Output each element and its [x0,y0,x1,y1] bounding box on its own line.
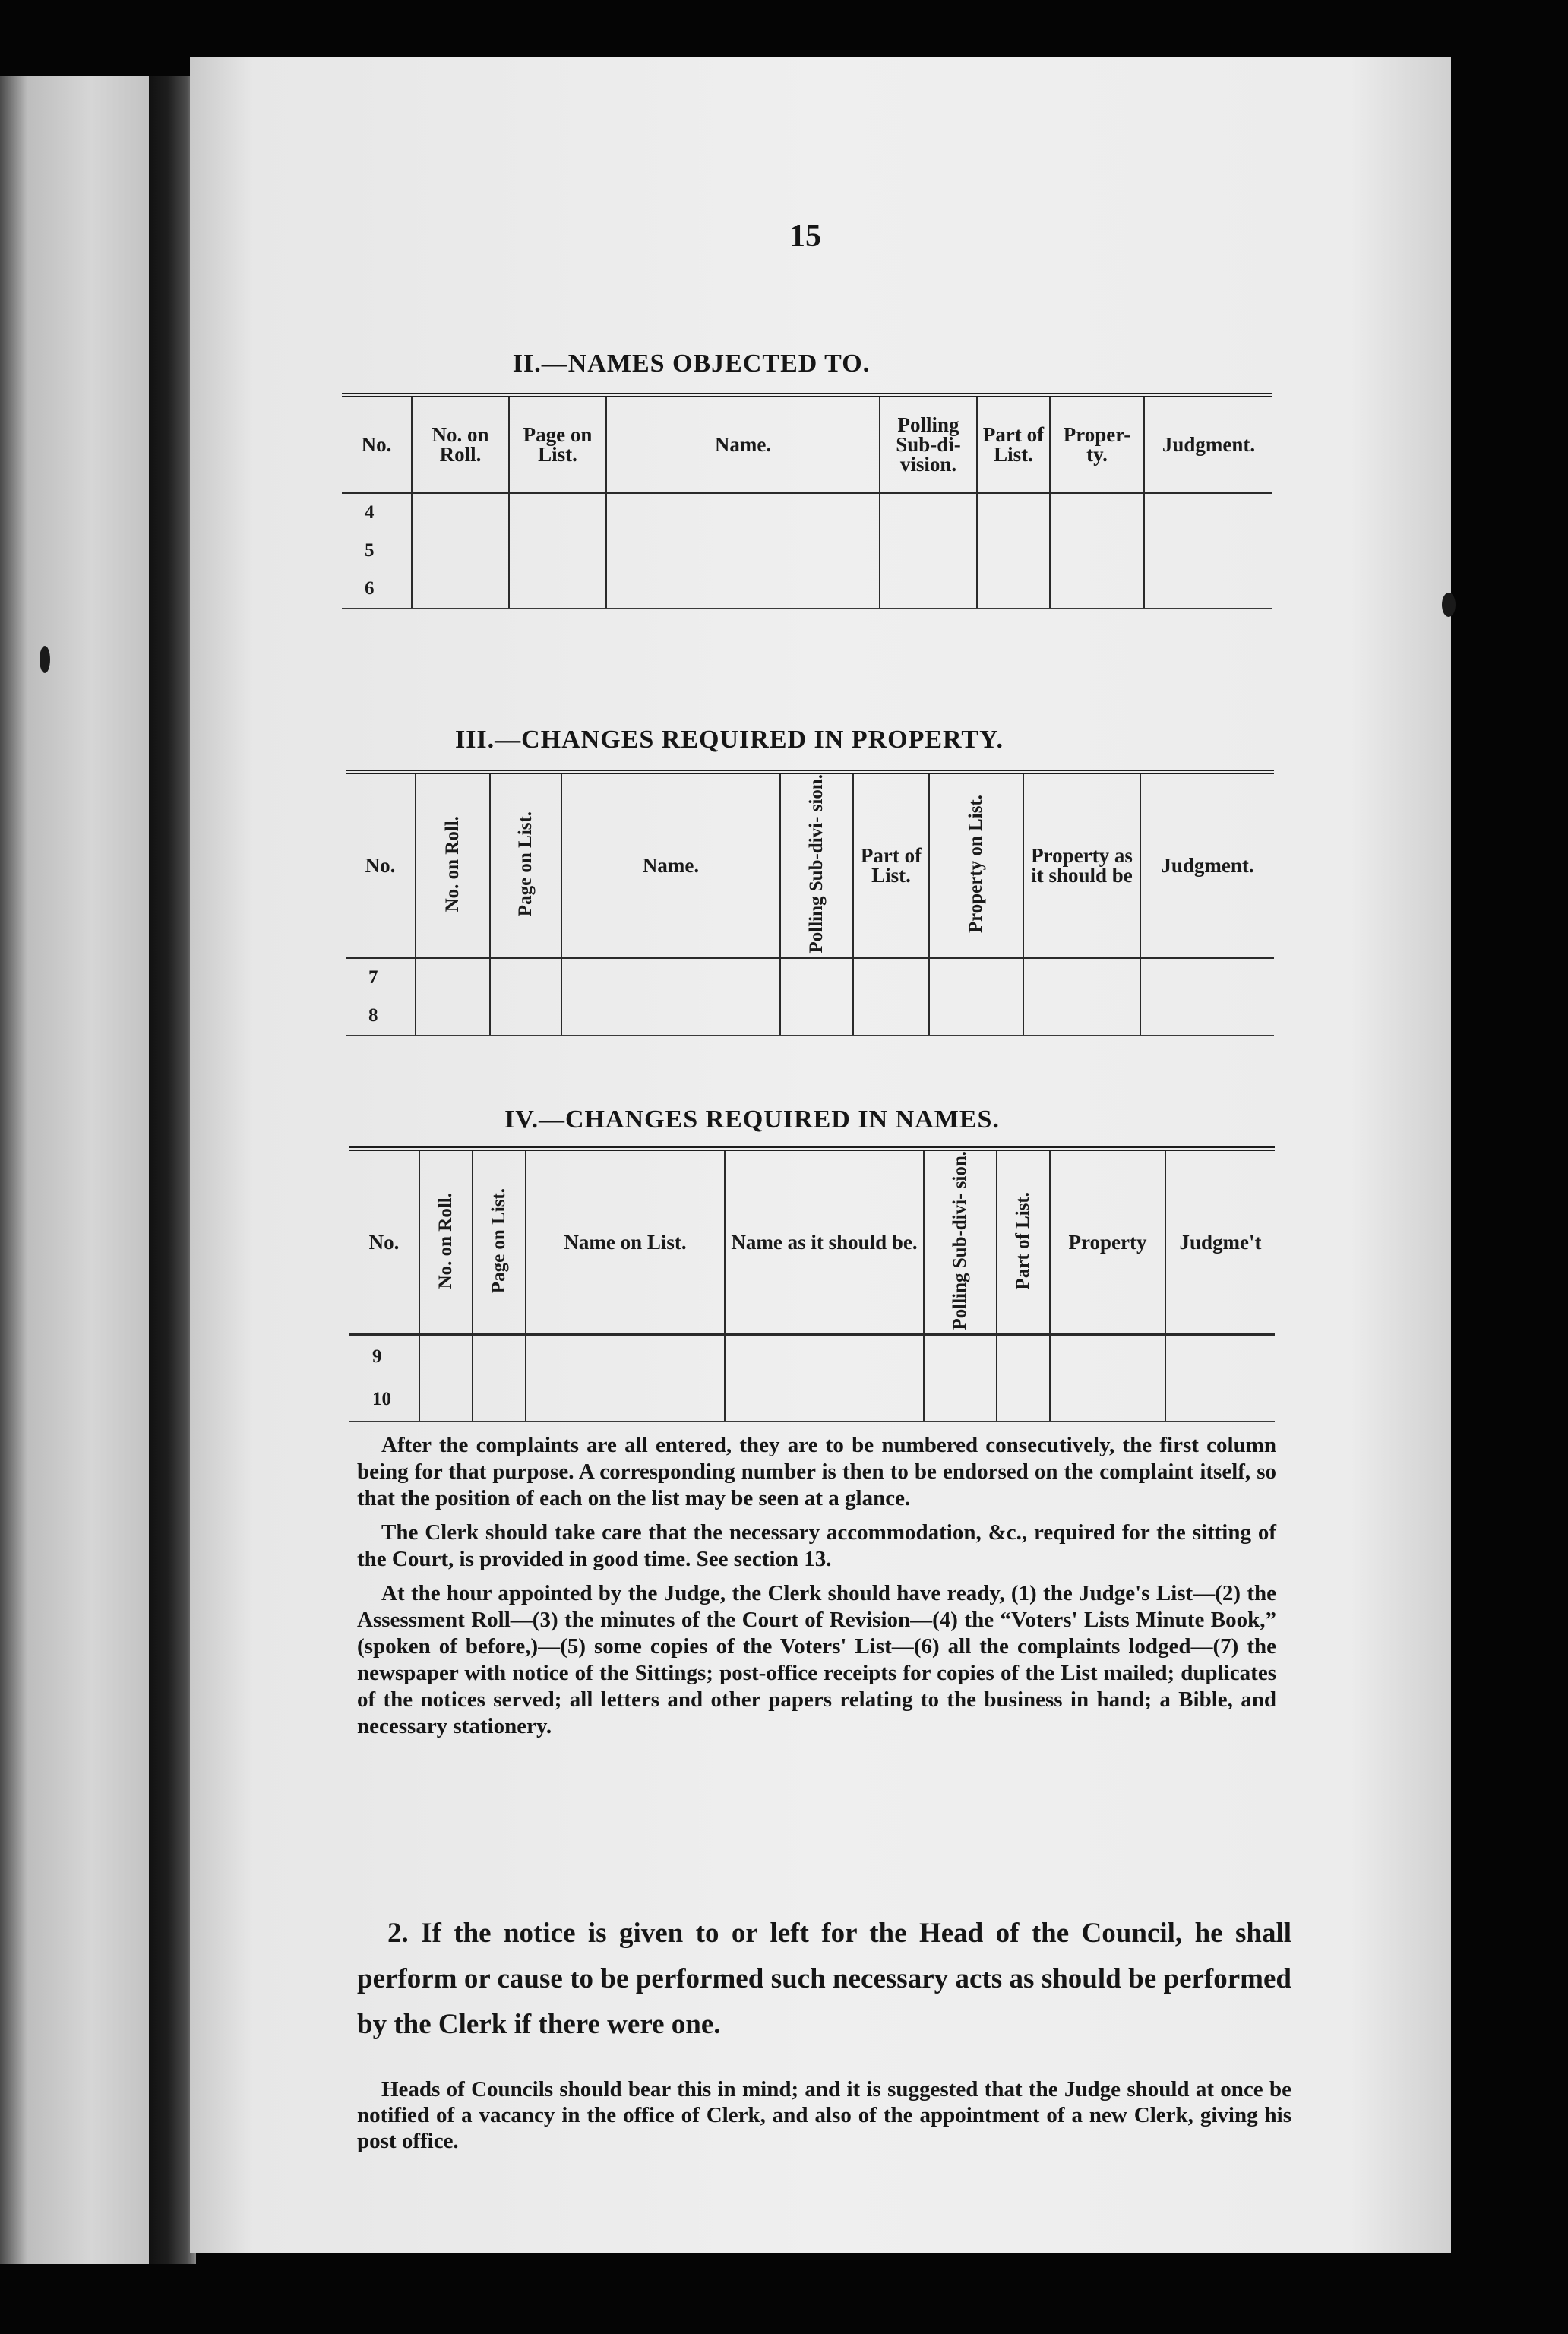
col-no: No. [349,1149,419,1334]
row-number: 10 [349,1378,419,1422]
col-no: No. [346,772,416,957]
section-ii-title: II.—NAMES OBJECTED TO. [512,349,871,378]
paragraph-complaints-numbering: After the complaints are all entered, they are to be numbered consecutively, the first column being for that purpose. A corresponding number is then to be endorsed on the complaint itself, so that the position of each on the list may be seen at a glance. [357,1433,1276,1510]
row-number: 4 [365,501,375,523]
table-row [349,1334,1275,1378]
col-polling-subdivision: Polling Sub-divi- sion. [924,1149,997,1334]
instructions-text [357,1432,1276,1747]
col-property: Property [1050,1149,1165,1334]
book-spine [149,76,196,2264]
paragraph-clerk-materials: At the hour appointed by the Judge, the Clerk should have ready, (1) the Judge's List—(2) the Assessment Roll—(3) the minutes of the Court of Revision—(4) the “Voters' Lists Minute Book,” (spoken of before,)—(5) some copies of the Voters' List—(6) all the complaints lodged—(7) the newspaper with notice of the Sittings; post-office receipts for copies of the List mailed; duplicates of the notices served; all letters and other papers relating to the business in hand; a Bible, and necessary stationery. [357,1581,1276,1738]
col-judgment: Judgment. [1140,772,1274,957]
table-row [346,997,1274,1036]
page-number: 15 [789,219,821,254]
row-number: 6 [342,570,412,609]
section-iv-table [349,1146,1275,1422]
col-name-as-it-should-be: Name as it should be. [725,1149,924,1334]
row-number: 7 [368,966,378,988]
col-no: No. [342,395,412,492]
col-polling-subdivision: Polling Sub-divi- sion. [780,772,853,957]
final-note [357,2076,1291,2154]
section-iii-title: III.—CHANGES REQUIRED IN PROPERTY. [454,726,1004,754]
section-iii-table [346,770,1274,1036]
table-row [349,1378,1275,1422]
section-ii-table [342,393,1272,609]
col-part-of-list: Part of List. [997,1149,1050,1334]
table-row [342,492,1272,532]
table-row [342,570,1272,609]
col-property: Proper- ty. [1050,395,1144,492]
col-page-on-list: Page on List. [473,1149,526,1334]
table-row [346,957,1274,997]
table-row [342,532,1272,570]
ink-speck [1442,593,1456,617]
paragraph-accommodation: The Clerk should take care that the necessary accommodation, &c., required for the sitting of the Court, is provided in good time. See section 13. [357,1520,1276,1571]
facing-page-edge [0,76,152,2264]
col-page-on-list: Page on List. [490,772,561,957]
paragraph-heads-of-councils: Heads of Councils should bear this in mind; and it is suggested that the Judge should at once be notified of a vacancy in the office of Clerk, and also of the appointment of a new Clerk, giving his post office. [357,2077,1291,2153]
page-content [190,57,1451,2253]
col-part-of-list: Part of List. [853,772,929,957]
clause-2: 2. If the notice is given to or left for the Head of the Council, he shall perform or cause to be performed such necessary acts as should be performed by the Clerk if there were one. [357,1918,1291,2040]
col-name-on-list: Name on List. [526,1149,725,1334]
col-page-on-list: Page on List. [509,395,606,492]
col-no-on-roll: No. on Roll. [412,395,509,492]
col-no-on-roll: No. on Roll. [419,1149,473,1334]
col-property-as-it-should-be: Property as it should be [1023,772,1140,957]
row-number: 9 [372,1346,382,1367]
row-number: 8 [346,997,416,1036]
document-page [190,57,1451,2253]
act-clause [357,1911,1291,2048]
col-part-of-list: Part of List. [977,395,1050,492]
col-name: Name. [606,395,880,492]
col-property-on-list: Property on List. [929,772,1023,957]
col-polling-subdivision: Polling Sub-di- vision. [880,395,977,492]
row-number: 5 [365,539,375,561]
col-name: Name. [561,772,780,957]
section-iv-title: IV.—CHANGES REQUIRED IN NAMES. [504,1105,1000,1134]
col-judgment: Judgment. [1144,395,1272,492]
ink-speck [40,646,50,673]
col-judgment: Judgme't [1165,1149,1275,1334]
col-no-on-roll: No. on Roll. [416,772,490,957]
